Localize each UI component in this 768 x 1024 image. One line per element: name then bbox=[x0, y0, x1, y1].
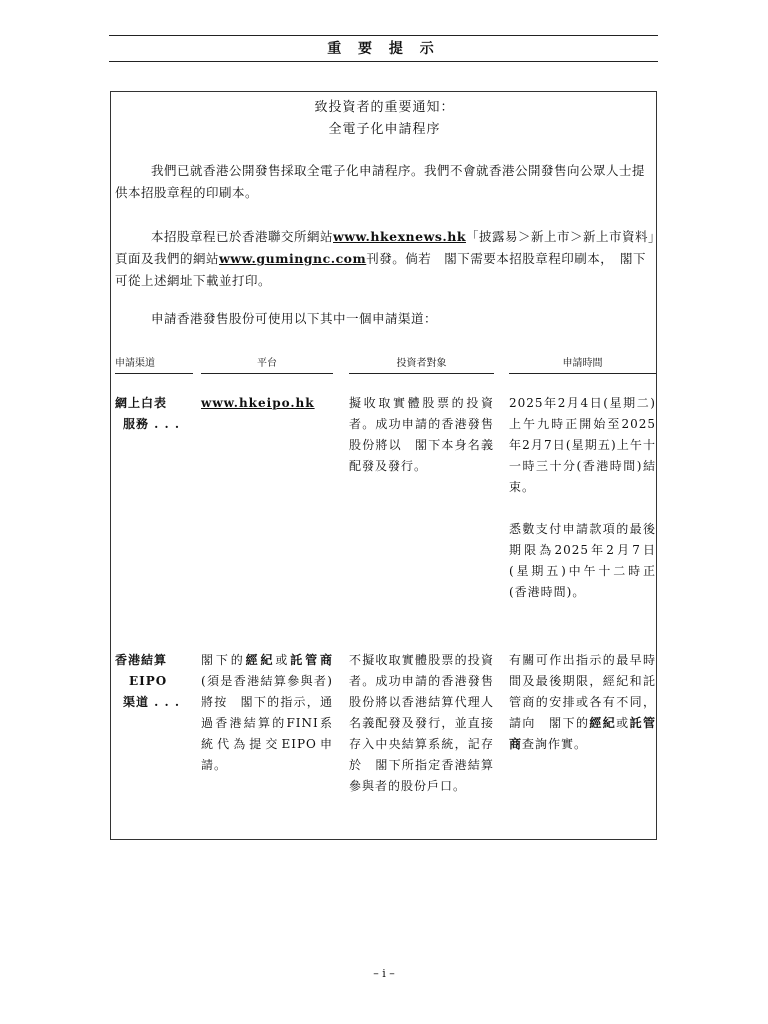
row1-channel-line1: 網上白表 bbox=[115, 396, 168, 410]
paragraph-3 bbox=[115, 308, 655, 330]
row2-channel-line2: EIPO bbox=[129, 674, 168, 688]
row2-platform-d: (須是香港結算參與者)將按 閣下的指示，通過香港結算的FINI系統代為提交EIPO申請。 bbox=[201, 674, 333, 772]
row2-target: 不擬收取實體股票的投資者。成功申請的香港發售股份將以香港結算代理人名義配發及發行，並直接存入中央結算系統，記存於 閣下所指定香港結算參與者的股份戶口。 bbox=[349, 653, 494, 793]
row2-platform bbox=[201, 650, 333, 776]
row1-platform bbox=[201, 393, 333, 414]
row1-time bbox=[509, 393, 656, 603]
row2-time-d: 查詢作實。 bbox=[522, 737, 588, 751]
col-header-time: 申請時間 bbox=[509, 354, 656, 374]
row2-time bbox=[509, 650, 656, 755]
row2-channel-line1: 香港結算 bbox=[115, 653, 168, 667]
paragraph-1 bbox=[115, 160, 655, 204]
col-header-target: 投資者對象 bbox=[349, 354, 494, 374]
row2-time-or: 或 bbox=[616, 716, 630, 730]
row2-channel bbox=[115, 650, 193, 713]
hkexnews-link[interactable]: www.hkexnews.hk bbox=[333, 229, 466, 244]
row2-time-broker: 經紀 bbox=[589, 716, 617, 730]
notice-title-1: 致投資者的重要通知： bbox=[314, 100, 455, 115]
row2-channel-line3: 渠道 . . . bbox=[123, 695, 181, 709]
paragraph-1-text: 我們已就香港公開發售採取全電子化申請程序。我們不會就香港公開發售向公眾人士提供本招股章程的印刷本。 bbox=[115, 163, 646, 200]
notice-title-2: 全電子化申請程序 bbox=[328, 122, 441, 137]
row2-time-custodian: 託管商 bbox=[509, 716, 656, 751]
row2-platform-custodian: 託管商 bbox=[290, 653, 333, 667]
paragraph-2-text-a: 本招股章程已於香港聯交所網站 bbox=[151, 229, 334, 244]
col-header-platform: 平台 bbox=[201, 354, 333, 374]
col-header-channel: 申請渠道 bbox=[115, 354, 193, 374]
paragraph-2 bbox=[115, 226, 655, 292]
paragraph-2-text-c: 刊發。倘若 閣下需要本招股章程印刷本， 閣下可從上述網址下載並打印。 bbox=[115, 251, 647, 288]
company-website-link[interactable]: www.gumingnc.com bbox=[219, 251, 367, 266]
row1-time-period: 2025年2月4日(星期二)上午九時正開始至2025年2月7日(星期五)上午十一時三十分(香港時間)結束。 bbox=[509, 396, 656, 494]
header-rule-bottom bbox=[109, 61, 658, 62]
row1-channel bbox=[115, 393, 193, 435]
row2-platform-a: 閣下的 bbox=[201, 653, 246, 667]
paragraph-2-text-b: 「披露易＞新上市＞新上市資料」頁面及我們的網站 bbox=[115, 229, 655, 266]
page-number: – i – bbox=[373, 967, 395, 980]
row1-time-deadline: 悉數支付申請款項的最後期限為2025年2月7日(星期五)中午十二時正(香港時間)。 bbox=[509, 522, 656, 599]
section-title: 重 要 提 示 bbox=[327, 41, 440, 57]
row2-time-a: 有關可作出指示的最早時間及最後期限，經紀和託管商的安排或各有不同，請向 閣下的 bbox=[509, 653, 656, 730]
paragraph-3-text: 申請香港發售股份可使用以下其中一個申請渠道： bbox=[151, 311, 438, 326]
row1-target: 擬收取實體股票的投資者。成功申請的香港發售股份將以 閣下本身名義配發及發行。 bbox=[349, 396, 494, 473]
hkeipo-link[interactable]: www.hkeipo.hk bbox=[201, 396, 315, 410]
row1-channel-line2: 服務 . . . bbox=[123, 417, 181, 431]
notice-box bbox=[110, 91, 657, 840]
row2-platform-or: 或 bbox=[275, 653, 291, 667]
header-rule-top bbox=[109, 35, 658, 36]
row2-platform-broker: 經紀 bbox=[245, 653, 276, 667]
